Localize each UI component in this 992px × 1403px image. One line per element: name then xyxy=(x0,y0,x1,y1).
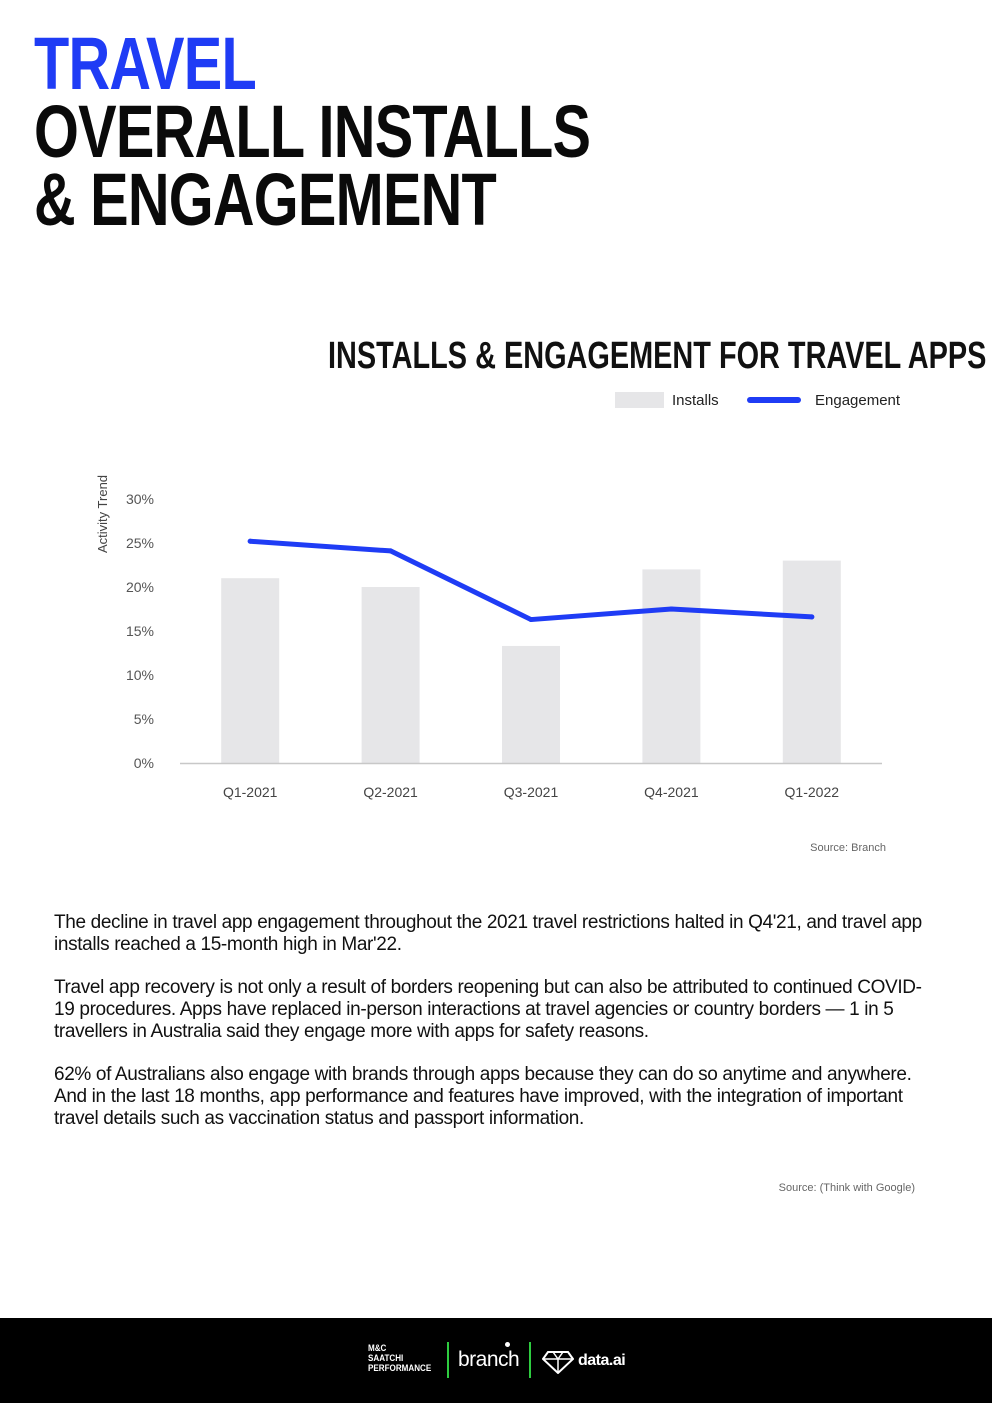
legend-engagement-label: Engagement xyxy=(815,392,901,409)
paragraph-3: 62% of Australians also engage with brands through apps because they can do so anytime and anywhere. And in the last 18 months, app performance and features have improved, with the integration of important travel details such as vaccination status and passport information. xyxy=(54,1064,912,1129)
engagement-point xyxy=(529,617,534,622)
headline-line-3: & ENGAGEMENT xyxy=(34,158,497,241)
paragraph-1: The decline in travel app engagement throughout the 2021 travel restrictions halted in Q4'21, and travel app installs reached a 15-month high in Mar'22. xyxy=(54,912,922,955)
y-axis-label: Activity Trend xyxy=(95,474,110,553)
x-tick-label: Q1-2021 xyxy=(222,784,278,800)
headline-line-2: OVERALL INSTALLS xyxy=(34,90,591,173)
y-tick-label: 0% xyxy=(133,755,154,771)
chart-source: Source: Branch xyxy=(810,842,886,854)
chart-title: INSTALLS & ENGAGEMENT FOR TRAVEL APPS xyxy=(328,335,987,377)
logo-separator xyxy=(447,1342,449,1378)
engagement-point xyxy=(809,614,814,619)
data-ai-diamond-icon xyxy=(542,1350,574,1374)
legend-installs-swatch xyxy=(615,392,664,408)
y-tick-label: 5% xyxy=(133,711,154,727)
y-tick-label: 10% xyxy=(125,667,154,683)
footer-bar xyxy=(0,1318,992,1403)
x-tick-label: Q4-2021 xyxy=(644,784,699,800)
installs-bar xyxy=(502,646,560,763)
mc-saatchi-logo: M&C SAATCHI PERFORMANCE xyxy=(368,1343,432,1374)
x-tick-label: Q1-2022 xyxy=(784,784,840,800)
headline-category: TRAVEL xyxy=(34,22,256,105)
engagement-line xyxy=(250,541,812,619)
data-ai-logo: data.ai xyxy=(578,1352,626,1369)
logo-separator xyxy=(529,1342,531,1378)
paragraph-2: Travel app recovery is not only a result of borders reopening but can also be attributed to continued COVID-19 procedures. Apps have replaced in-person interactions at travel agencies or country borders — 1 in 5 travellers in Australia said they engage more with apps for safety reasons. xyxy=(54,977,922,1042)
y-tick-label: 20% xyxy=(125,579,154,595)
branch-logo-dot xyxy=(505,1342,510,1347)
legend-installs-label: Installs xyxy=(672,392,719,409)
y-tick-label: 15% xyxy=(125,623,154,639)
branch-logo: branch xyxy=(458,1348,520,1371)
engagement-point xyxy=(248,539,253,544)
text-source: Source: (Think with Google) xyxy=(778,1182,915,1194)
installs-bar xyxy=(362,587,420,763)
engagement-point xyxy=(669,607,674,612)
engagement-point xyxy=(388,548,393,553)
installs-bar xyxy=(783,561,841,763)
body-text xyxy=(54,912,934,1151)
page-headline xyxy=(34,22,591,241)
x-tick-label: Q2-2021 xyxy=(363,784,418,800)
y-tick-label: 30% xyxy=(125,491,154,507)
installs-bar xyxy=(221,578,279,763)
installs-bar xyxy=(642,569,700,763)
y-tick-label: 25% xyxy=(125,535,154,551)
installs-engagement-chart xyxy=(0,380,992,840)
x-tick-label: Q3-2021 xyxy=(503,784,559,800)
